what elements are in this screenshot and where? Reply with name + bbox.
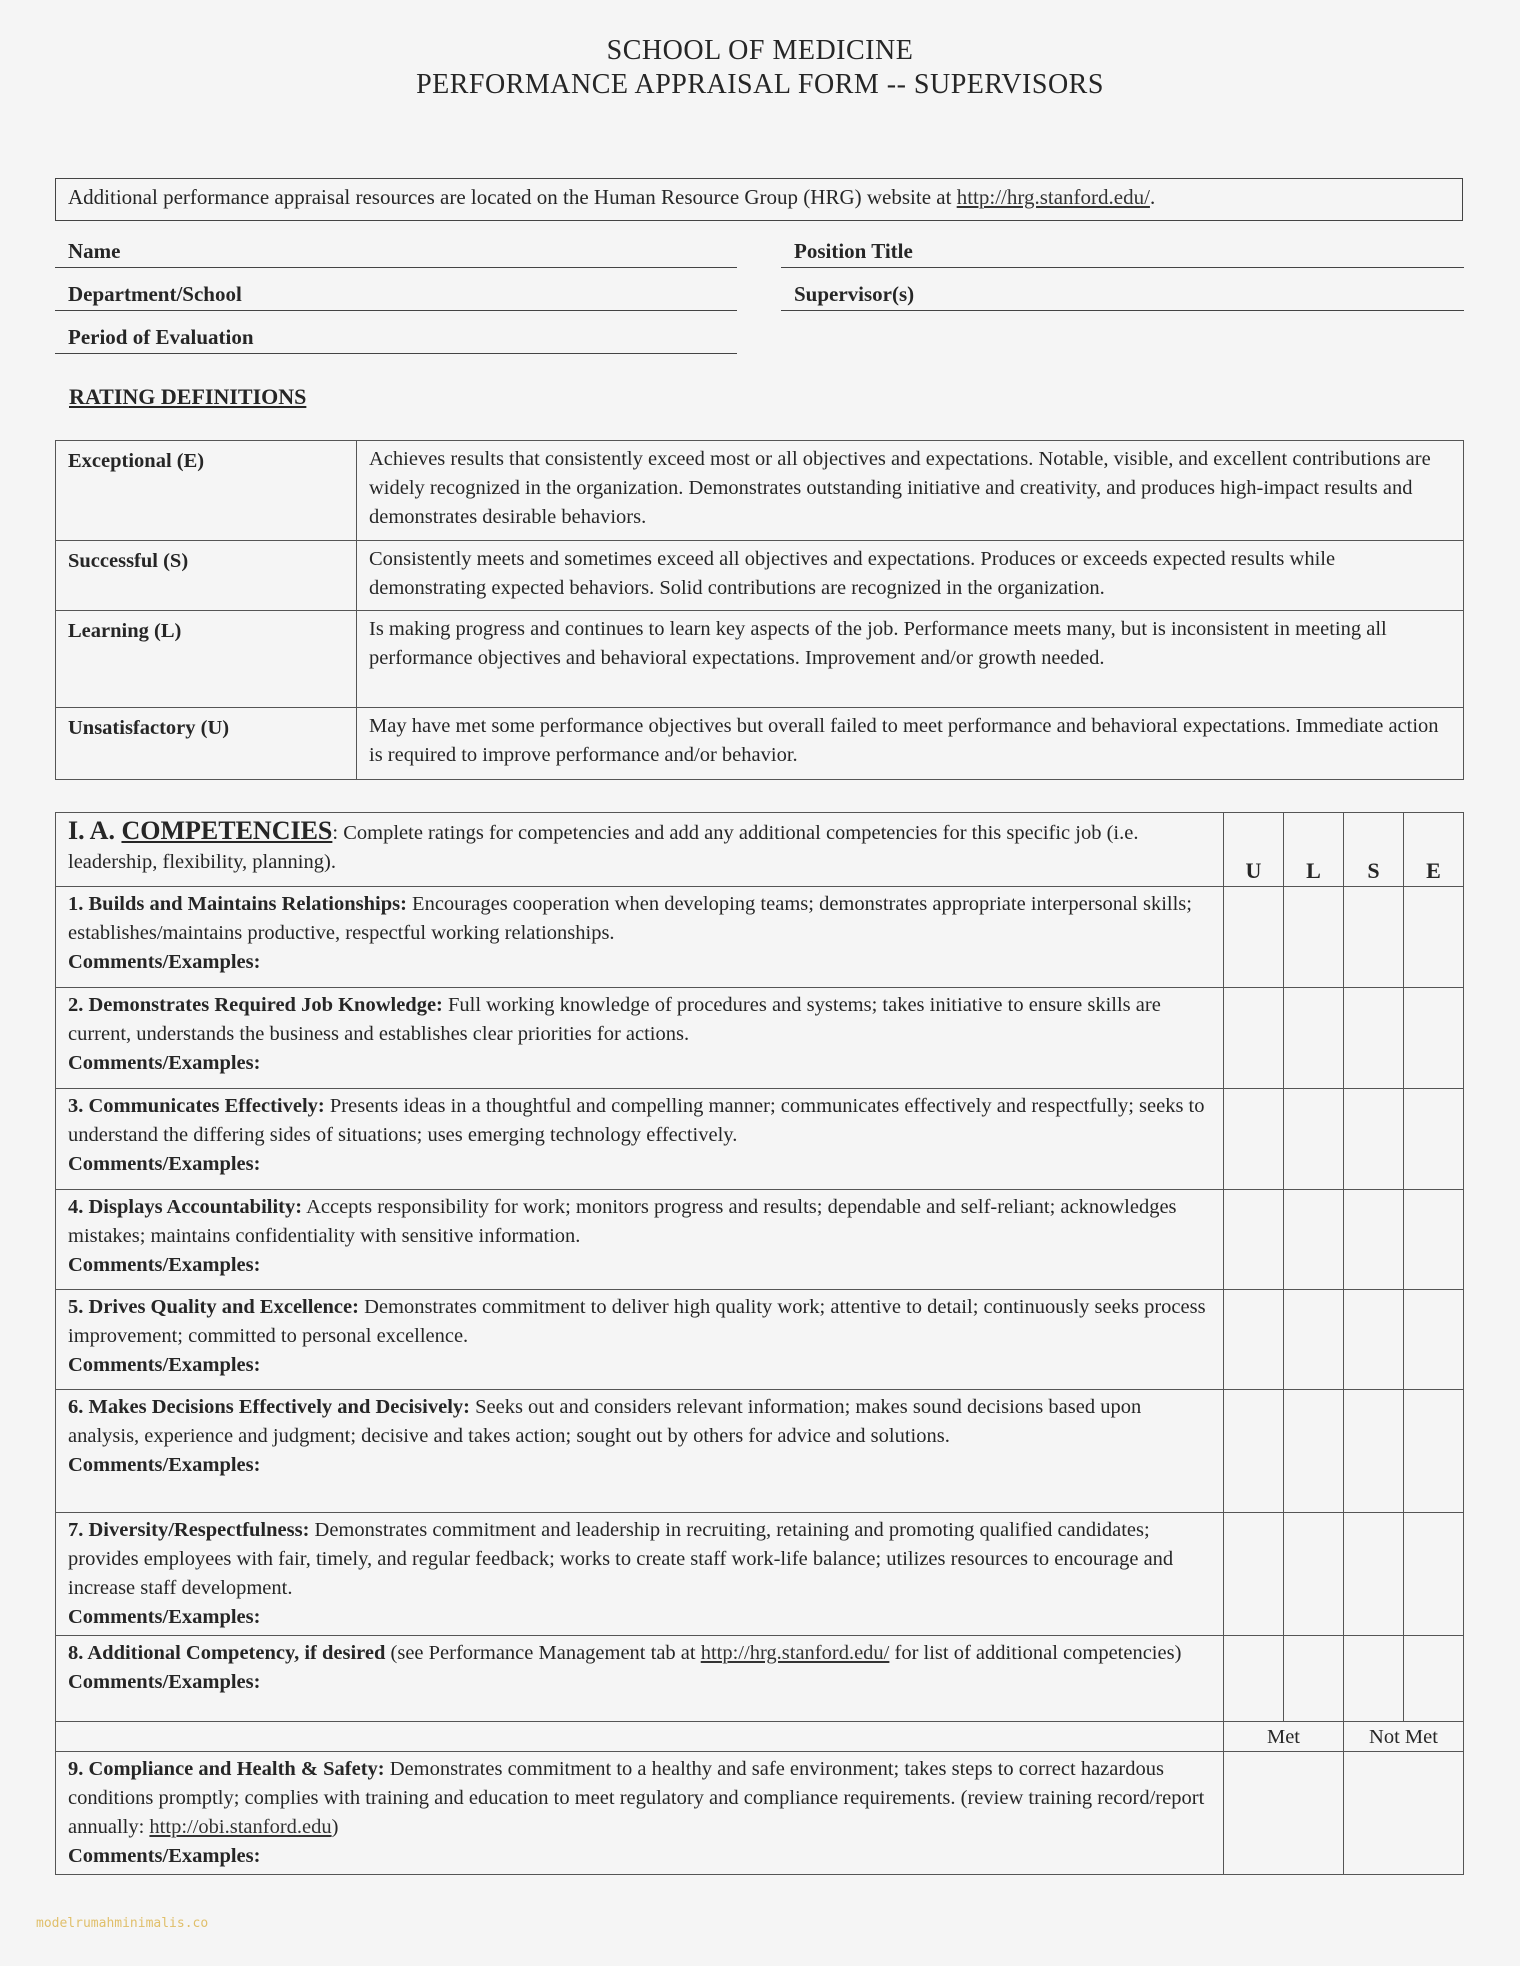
table-row — [56, 1752, 1464, 1875]
competency-desc-end: for list of additional competencies) — [889, 1642, 1182, 1664]
rating-cell[interactable] — [1344, 887, 1404, 988]
rating-cell[interactable] — [1284, 988, 1344, 1089]
resources-end: . — [1149, 185, 1156, 209]
not-met-cell[interactable] — [1344, 1752, 1464, 1875]
rating-term: Successful (S) — [56, 541, 357, 611]
met-header-row — [56, 1722, 1464, 1752]
rating-cell[interactable] — [1404, 1190, 1464, 1290]
rating-cell[interactable] — [1284, 1290, 1344, 1390]
table-row — [56, 887, 1464, 988]
rating-cell[interactable] — [1344, 988, 1404, 1089]
rating-cell[interactable] — [1224, 1089, 1284, 1190]
obi-link[interactable]: http://obi.stanford.edu — [149, 1816, 332, 1838]
rating-desc: Is making progress and continues to learn key aspects of the job. Performance meets many, but is inconsistent in meeting all performance objectives and behavioral expectations. Improvement and/or growth needed. — [357, 611, 1464, 708]
header-line-2: PERFORMANCE APPRAISAL FORM -- SUPERVISORS — [416, 69, 1104, 100]
comments-label: Comments/Examples: — [68, 1153, 261, 1175]
met-cell[interactable] — [1224, 1752, 1344, 1875]
not-met-col: Not Met — [1344, 1722, 1464, 1752]
rating-cell[interactable] — [1404, 887, 1464, 988]
table-row — [56, 441, 1464, 541]
name-label: Name — [68, 239, 121, 263]
competencies-title: COMPETENCIES — [121, 816, 333, 845]
rating-desc: Achieves results that consistently exceed most or all objectives and expectations. Notable, visible, and excellent contributions are widely recognized in the organization. Demonstrates outstanding initiative and creativity, and produces high-impact results and demonstrates desirable behaviors. — [357, 441, 1464, 541]
competency-title: 4. Displays Accountability: — [68, 1196, 303, 1218]
competency-desc: Demonstrates commitment and leadership in recruiting, retaining and promoting qualified candidates; provides employees with fair, timely, and regular feedback; works to create staff work-life balance; utilizes resources to encourage and increase staff development. — [68, 1519, 1174, 1599]
rating-cell[interactable] — [1344, 1089, 1404, 1190]
table-row — [56, 1290, 1464, 1390]
rating-cell[interactable] — [1224, 1190, 1284, 1290]
table-row — [56, 1089, 1464, 1190]
rating-cell[interactable] — [1284, 1513, 1344, 1636]
rating-cell[interactable] — [1224, 887, 1284, 988]
position-title-label: Position Title — [794, 239, 913, 263]
hrg-link[interactable]: http://hrg.stanford.edu/ — [956, 185, 1150, 209]
rating-col-l: L — [1284, 813, 1344, 887]
rating-cell[interactable] — [1404, 1290, 1464, 1390]
competency-desc: (see Performance Management tab at — [385, 1642, 701, 1664]
competency-item[interactable] — [56, 1190, 1224, 1290]
rating-col-s: S — [1344, 813, 1404, 887]
comments-label: Comments/Examples: — [68, 1354, 261, 1376]
competency-item[interactable] — [56, 1513, 1224, 1636]
rating-definitions-table — [55, 440, 1464, 780]
competency-desc: Demonstrates commitment to deliver high quality work; attentive to detail; continuously seeks process improvement; committed to personal excellence. — [68, 1296, 1206, 1347]
competency-item[interactable] — [56, 988, 1224, 1089]
table-row — [56, 1636, 1464, 1722]
competency-item[interactable] — [56, 1290, 1224, 1390]
header-line-1: SCHOOL OF MEDICINE — [606, 35, 914, 66]
rating-col-e: E — [1404, 813, 1464, 887]
competency-desc: Presents ideas in a thoughtful and compelling manner; communicates effectively and respectfully; seeks to understand the differing sides of situations; uses emerging technology effectively. — [68, 1095, 1205, 1146]
rating-cell[interactable] — [1404, 1513, 1464, 1636]
table-row — [56, 611, 1464, 708]
competency-desc: Demonstrates commitment to a healthy and safe environment; takes steps to correct hazardous conditions promptly; complies with training and education to meet regulatory and compliance requirements. (review training record/report annually: — [68, 1758, 1205, 1838]
competencies-intro-text: : Complete ratings for competencies and add any additional competencies for this specific job (i.e. leadership, flexibility, planning). — [68, 822, 1139, 873]
table-row — [56, 988, 1464, 1089]
rating-definitions-title: RATING DEFINITIONS — [69, 384, 307, 409]
competency-desc-end: ) — [331, 1816, 339, 1838]
rating-term: Unsatisfactory (U) — [56, 708, 357, 780]
competency-desc: Seeks out and considers relevant information; makes sound decisions based upon analysis, experience and judgment; decisive and takes action; sought out by others for advice and solutions. — [68, 1396, 1142, 1447]
competency-title: 7. Diversity/Respectfulness: — [68, 1519, 310, 1541]
rating-col-u: U — [1224, 813, 1284, 887]
table-row — [56, 1513, 1464, 1636]
competency-item-compliance[interactable] — [56, 1752, 1224, 1875]
rating-cell[interactable] — [1224, 1513, 1284, 1636]
competency-item[interactable] — [56, 1089, 1224, 1190]
supervisor-label: Supervisor(s) — [794, 282, 915, 306]
hrg-link[interactable]: http://hrg.stanford.edu/ — [700, 1642, 890, 1664]
name-field[interactable] — [55, 236, 737, 268]
form-header — [0, 34, 1520, 102]
period-label: Period of Evaluation — [68, 325, 254, 349]
rating-cell[interactable] — [1284, 1190, 1344, 1290]
position-title-field[interactable] — [781, 236, 1464, 268]
comments-label: Comments/Examples: — [68, 1671, 261, 1693]
competency-desc: Encourages cooperation when developing teams; demonstrates appropriate interpersonal skills; establishes/maintains productive, respectful working relationships. — [68, 893, 1192, 944]
comments-label: Comments/Examples: — [68, 1254, 261, 1276]
supervisor-field[interactable] — [781, 279, 1464, 311]
comments-label: Comments/Examples: — [68, 1052, 261, 1074]
rating-term: Exceptional (E) — [56, 441, 357, 541]
department-field[interactable] — [55, 279, 737, 311]
rating-cell[interactable] — [1344, 1290, 1404, 1390]
section-number: I. A. — [68, 816, 122, 845]
rating-cell[interactable] — [1404, 1089, 1464, 1190]
rating-term: Learning (L) — [56, 611, 357, 708]
rating-cell[interactable] — [1404, 1636, 1464, 1722]
competency-desc: Accepts responsibility for work; monitors progress and results; dependable and self-reliant; acknowledges mistakes; maintains confidentiality with sensitive information. — [68, 1196, 1177, 1247]
competency-title: 8. Additional Competency, if desired — [68, 1642, 386, 1664]
table-row — [56, 1190, 1464, 1290]
comments-label: Comments/Examples: — [68, 951, 261, 973]
competency-item[interactable] — [56, 887, 1224, 988]
watermark: modelrumahminimalis.co — [36, 1916, 209, 1931]
resources-text: Additional performance appraisal resources are located on the Human Resource Group (HRG) website at — [68, 185, 957, 209]
competency-item-additional[interactable] — [56, 1636, 1224, 1722]
competency-title: 6. Makes Decisions Effectively and Decisively: — [68, 1396, 470, 1418]
rating-cell[interactable] — [1224, 1636, 1284, 1722]
competency-desc: Full working knowledge of procedures and systems; takes initiative to ensure skills are current, understands the business and establishes clear priorities for actions. — [68, 994, 1161, 1045]
table-row — [56, 541, 1464, 611]
rating-cell[interactable] — [1224, 988, 1284, 1089]
period-field[interactable] — [55, 322, 737, 354]
rating-cell[interactable] — [1344, 1390, 1404, 1513]
met-col: Met — [1224, 1722, 1344, 1752]
rating-cell[interactable] — [1284, 887, 1344, 988]
competency-title: 2. Demonstrates Required Job Knowledge: — [68, 994, 443, 1016]
rating-cell[interactable] — [1404, 1390, 1464, 1513]
competencies-header-row — [56, 813, 1464, 887]
rating-cell[interactable] — [1284, 1636, 1344, 1722]
competency-title: 1. Builds and Maintains Relationships: — [68, 893, 407, 915]
rating-cell[interactable] — [1284, 1089, 1344, 1190]
blank-cell — [56, 1722, 1224, 1752]
competencies-intro — [56, 813, 1224, 887]
rating-cell[interactable] — [1224, 1290, 1284, 1390]
competency-title: 3. Communicates Effectively: — [68, 1095, 325, 1117]
table-row — [56, 1390, 1464, 1513]
competency-title: 9. Compliance and Health & Safety: — [68, 1758, 385, 1780]
rating-cell[interactable] — [1344, 1513, 1404, 1636]
comments-label: Comments/Examples: — [68, 1606, 261, 1628]
competency-item[interactable] — [56, 1390, 1224, 1513]
table-row — [56, 708, 1464, 780]
comments-label: Comments/Examples: — [68, 1454, 261, 1476]
comments-label: Comments/Examples: — [68, 1845, 261, 1867]
competency-title: 5. Drives Quality and Excellence: — [68, 1296, 359, 1318]
rating-desc: Consistently meets and sometimes exceed all objectives and expectations. Produces or exceeds expected results while demonstrating expected behaviors. Solid contributions are recognized in the organization. — [357, 541, 1464, 611]
rating-cell[interactable] — [1344, 1636, 1404, 1722]
resources-notice — [55, 178, 1463, 221]
rating-cell[interactable] — [1224, 1390, 1284, 1513]
rating-cell[interactable] — [1344, 1190, 1404, 1290]
competencies-table — [55, 812, 1464, 1875]
rating-desc: May have met some performance objectives but overall failed to meet performance and behavioral expectations. Immediate action is required to improve performance and/or behavior. — [357, 708, 1464, 780]
rating-cell[interactable] — [1404, 988, 1464, 1089]
rating-cell[interactable] — [1284, 1390, 1344, 1513]
department-label: Department/School — [68, 282, 242, 306]
